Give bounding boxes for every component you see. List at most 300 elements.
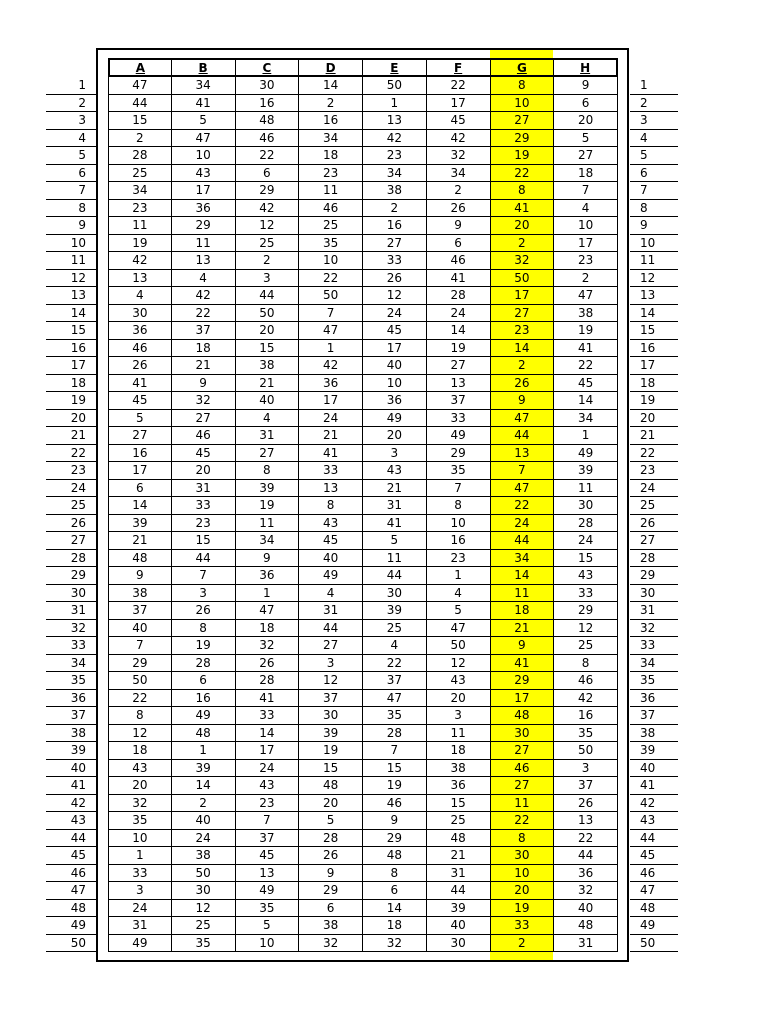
table-cell[interactable]: 32 <box>172 392 236 410</box>
table-cell[interactable]: 28 <box>299 830 363 848</box>
table-cell[interactable]: 7 <box>299 305 363 323</box>
table-cell[interactable]: 25 <box>108 165 172 183</box>
table-cell[interactable]: 14 <box>172 777 236 795</box>
table-cell[interactable]: 33 <box>236 707 300 725</box>
table-cell[interactable]: 5 <box>236 917 300 935</box>
table-cell[interactable]: 39 <box>108 515 172 533</box>
table-cell[interactable]: 2 <box>491 935 555 953</box>
table-cell[interactable]: 18 <box>427 742 491 760</box>
table-cell[interactable]: 9 <box>491 392 555 410</box>
table-cell[interactable]: 2 <box>363 200 427 218</box>
table-cell[interactable]: 10 <box>554 217 618 235</box>
table-cell[interactable]: 8 <box>108 707 172 725</box>
table-cell[interactable]: 22 <box>491 165 555 183</box>
table-cell[interactable]: 30 <box>236 77 300 95</box>
table-cell[interactable]: 31 <box>172 480 236 498</box>
table-cell[interactable]: 23 <box>491 322 555 340</box>
table-cell[interactable]: 16 <box>236 95 300 113</box>
table-cell[interactable]: 20 <box>236 322 300 340</box>
table-cell[interactable]: 27 <box>491 777 555 795</box>
table-cell[interactable]: 30 <box>108 305 172 323</box>
table-cell[interactable]: 17 <box>299 392 363 410</box>
table-cell[interactable]: 47 <box>427 620 491 638</box>
table-cell[interactable]: 22 <box>236 147 300 165</box>
table-cell[interactable]: 24 <box>108 900 172 918</box>
table-cell[interactable]: 49 <box>236 882 300 900</box>
table-cell[interactable]: 31 <box>363 497 427 515</box>
table-cell[interactable]: 1 <box>299 340 363 358</box>
table-cell[interactable]: 44 <box>491 532 555 550</box>
table-cell[interactable]: 44 <box>236 287 300 305</box>
table-cell[interactable]: 32 <box>236 637 300 655</box>
table-cell[interactable]: 20 <box>172 462 236 480</box>
table-cell[interactable]: 14 <box>363 900 427 918</box>
table-cell[interactable]: 16 <box>172 690 236 708</box>
table-cell[interactable]: 24 <box>236 760 300 778</box>
table-cell[interactable]: 47 <box>108 77 172 95</box>
table-cell[interactable]: 3 <box>427 707 491 725</box>
table-cell[interactable]: 46 <box>491 760 555 778</box>
table-cell[interactable]: 7 <box>172 567 236 585</box>
table-cell[interactable]: 3 <box>236 270 300 288</box>
table-cell[interactable]: 17 <box>491 287 555 305</box>
table-cell[interactable]: 7 <box>554 182 618 200</box>
table-cell[interactable]: 49 <box>299 567 363 585</box>
table-cell[interactable]: 45 <box>172 445 236 463</box>
table-cell[interactable]: 20 <box>491 217 555 235</box>
table-cell[interactable]: 11 <box>172 235 236 253</box>
table-cell[interactable]: 48 <box>236 112 300 130</box>
table-cell[interactable]: 3 <box>554 760 618 778</box>
table-cell[interactable]: 17 <box>491 690 555 708</box>
table-cell[interactable]: 44 <box>554 847 618 865</box>
table-cell[interactable]: 35 <box>363 707 427 725</box>
table-cell[interactable]: 28 <box>554 515 618 533</box>
table-cell[interactable]: 21 <box>236 375 300 393</box>
table-cell[interactable]: 35 <box>236 900 300 918</box>
table-cell[interactable]: 29 <box>172 217 236 235</box>
table-cell[interactable]: 42 <box>108 252 172 270</box>
table-cell[interactable]: 12 <box>299 672 363 690</box>
table-cell[interactable]: 31 <box>236 427 300 445</box>
table-cell[interactable]: 31 <box>108 917 172 935</box>
table-cell[interactable]: 37 <box>299 690 363 708</box>
table-cell[interactable]: 34 <box>299 130 363 148</box>
table-cell[interactable]: 38 <box>299 917 363 935</box>
table-cell[interactable]: 5 <box>554 130 618 148</box>
table-cell[interactable]: 28 <box>363 725 427 743</box>
table-cell[interactable]: 22 <box>427 77 491 95</box>
table-cell[interactable]: 26 <box>108 357 172 375</box>
table-cell[interactable]: 41 <box>427 270 491 288</box>
table-cell[interactable]: 14 <box>236 725 300 743</box>
table-cell[interactable]: 34 <box>236 532 300 550</box>
table-cell[interactable]: 4 <box>363 637 427 655</box>
table-cell[interactable]: 32 <box>554 882 618 900</box>
table-cell[interactable]: 48 <box>554 917 618 935</box>
table-cell[interactable]: 41 <box>491 200 555 218</box>
table-cell[interactable]: 34 <box>427 165 491 183</box>
table-cell[interactable]: 25 <box>363 620 427 638</box>
table-cell[interactable]: 10 <box>427 515 491 533</box>
table-cell[interactable]: 33 <box>172 497 236 515</box>
table-cell[interactable]: 47 <box>236 602 300 620</box>
table-cell[interactable]: 22 <box>172 305 236 323</box>
table-cell[interactable]: 6 <box>172 672 236 690</box>
table-cell[interactable]: 27 <box>491 742 555 760</box>
table-cell[interactable]: 47 <box>363 690 427 708</box>
table-cell[interactable]: 1 <box>554 427 618 445</box>
table-cell[interactable]: 41 <box>108 375 172 393</box>
table-cell[interactable]: 4 <box>236 410 300 428</box>
table-cell[interactable]: 25 <box>236 235 300 253</box>
table-cell[interactable]: 33 <box>554 585 618 603</box>
table-cell[interactable]: 21 <box>299 427 363 445</box>
table-cell[interactable]: 35 <box>299 235 363 253</box>
table-cell[interactable]: 5 <box>299 812 363 830</box>
table-cell[interactable]: 19 <box>554 322 618 340</box>
table-cell[interactable]: 34 <box>554 410 618 428</box>
table-cell[interactable]: 34 <box>363 165 427 183</box>
table-cell[interactable]: 25 <box>299 217 363 235</box>
table-cell[interactable]: 9 <box>491 637 555 655</box>
table-cell[interactable]: 10 <box>491 865 555 883</box>
table-cell[interactable]: 19 <box>172 637 236 655</box>
table-cell[interactable]: 2 <box>172 795 236 813</box>
table-cell[interactable]: 10 <box>172 147 236 165</box>
table-cell[interactable]: 15 <box>363 760 427 778</box>
table-cell[interactable]: 39 <box>299 725 363 743</box>
table-cell[interactable]: 9 <box>427 217 491 235</box>
table-cell[interactable]: 2 <box>491 235 555 253</box>
table-cell[interactable]: 37 <box>554 777 618 795</box>
table-cell[interactable]: 33 <box>108 865 172 883</box>
table-cell[interactable]: 27 <box>491 305 555 323</box>
table-cell[interactable]: 29 <box>236 182 300 200</box>
table-cell[interactable]: 28 <box>236 672 300 690</box>
table-cell[interactable]: 6 <box>554 95 618 113</box>
table-cell[interactable]: 40 <box>236 392 300 410</box>
table-cell[interactable]: 6 <box>108 480 172 498</box>
table-cell[interactable]: 31 <box>554 935 618 953</box>
table-cell[interactable]: 48 <box>491 707 555 725</box>
table-cell[interactable]: 29 <box>554 602 618 620</box>
table-cell[interactable]: 22 <box>108 690 172 708</box>
table-cell[interactable]: 7 <box>491 462 555 480</box>
table-cell[interactable]: 17 <box>236 742 300 760</box>
table-cell[interactable]: 4 <box>554 200 618 218</box>
table-cell[interactable]: 33 <box>427 410 491 428</box>
table-cell[interactable]: 34 <box>491 550 555 568</box>
table-cell[interactable]: 21 <box>363 480 427 498</box>
table-cell[interactable]: 5 <box>108 410 172 428</box>
table-cell[interactable]: 49 <box>427 427 491 445</box>
table-cell[interactable]: 21 <box>108 532 172 550</box>
table-cell[interactable]: 19 <box>299 742 363 760</box>
table-cell[interactable]: 25 <box>427 812 491 830</box>
table-cell[interactable]: 41 <box>554 340 618 358</box>
table-cell[interactable]: 16 <box>554 707 618 725</box>
table-cell[interactable]: 9 <box>554 77 618 95</box>
table-cell[interactable]: 12 <box>236 217 300 235</box>
table-cell[interactable]: 24 <box>363 305 427 323</box>
table-cell[interactable]: 38 <box>236 357 300 375</box>
table-cell[interactable]: 41 <box>491 655 555 673</box>
table-cell[interactable]: 44 <box>491 427 555 445</box>
table-cell[interactable]: 46 <box>363 795 427 813</box>
table-cell[interactable]: 15 <box>554 550 618 568</box>
table-cell[interactable]: 12 <box>172 900 236 918</box>
table-cell[interactable]: 6 <box>427 235 491 253</box>
table-cell[interactable]: 40 <box>172 812 236 830</box>
table-cell[interactable]: 36 <box>172 200 236 218</box>
table-cell[interactable]: 15 <box>172 532 236 550</box>
table-cell[interactable]: 5 <box>172 112 236 130</box>
table-cell[interactable]: 13 <box>172 252 236 270</box>
table-cell[interactable]: 27 <box>427 357 491 375</box>
table-cell[interactable]: 1 <box>236 585 300 603</box>
table-cell[interactable]: 42 <box>236 200 300 218</box>
table-cell[interactable]: 19 <box>363 777 427 795</box>
table-cell[interactable]: 29 <box>363 830 427 848</box>
table-cell[interactable]: 39 <box>363 602 427 620</box>
table-cell[interactable]: 21 <box>427 847 491 865</box>
table-cell[interactable]: 43 <box>108 760 172 778</box>
table-cell[interactable]: 20 <box>554 112 618 130</box>
table-cell[interactable]: 13 <box>554 812 618 830</box>
table-cell[interactable]: 47 <box>491 410 555 428</box>
table-cell[interactable]: 6 <box>236 165 300 183</box>
table-cell[interactable]: 40 <box>554 900 618 918</box>
table-cell[interactable]: 18 <box>299 147 363 165</box>
table-cell[interactable]: 47 <box>299 322 363 340</box>
table-cell[interactable]: 37 <box>108 602 172 620</box>
table-cell[interactable]: 13 <box>299 480 363 498</box>
table-cell[interactable]: 38 <box>108 585 172 603</box>
table-cell[interactable]: 22 <box>491 497 555 515</box>
table-cell[interactable]: 39 <box>554 462 618 480</box>
table-cell[interactable]: 17 <box>554 235 618 253</box>
table-cell[interactable]: 12 <box>554 620 618 638</box>
table-cell[interactable]: 42 <box>299 357 363 375</box>
table-cell[interactable]: 12 <box>427 655 491 673</box>
table-cell[interactable]: 4 <box>299 585 363 603</box>
table-cell[interactable]: 25 <box>554 637 618 655</box>
table-cell[interactable]: 46 <box>299 200 363 218</box>
table-cell[interactable]: 15 <box>236 340 300 358</box>
table-cell[interactable]: 6 <box>363 882 427 900</box>
table-cell[interactable]: 45 <box>363 322 427 340</box>
table-cell[interactable]: 2 <box>299 95 363 113</box>
table-cell[interactable]: 50 <box>172 865 236 883</box>
table-cell[interactable]: 26 <box>427 200 491 218</box>
table-cell[interactable]: 11 <box>491 585 555 603</box>
table-cell[interactable]: 43 <box>363 462 427 480</box>
table-cell[interactable]: 10 <box>108 830 172 848</box>
table-cell[interactable]: 27 <box>108 427 172 445</box>
table-cell[interactable]: 19 <box>427 340 491 358</box>
table-cell[interactable]: 23 <box>299 165 363 183</box>
table-cell[interactable]: 17 <box>363 340 427 358</box>
table-cell[interactable]: 3 <box>108 882 172 900</box>
table-cell[interactable]: 18 <box>172 340 236 358</box>
table-cell[interactable]: 9 <box>172 375 236 393</box>
table-cell[interactable]: 28 <box>172 655 236 673</box>
table-cell[interactable]: 48 <box>108 550 172 568</box>
table-cell[interactable]: 45 <box>427 112 491 130</box>
table-cell[interactable]: 30 <box>299 707 363 725</box>
table-cell[interactable]: 50 <box>108 672 172 690</box>
table-cell[interactable]: 17 <box>108 462 172 480</box>
table-cell[interactable]: 40 <box>108 620 172 638</box>
table-cell[interactable]: 8 <box>491 77 555 95</box>
table-cell[interactable]: 14 <box>108 497 172 515</box>
table-cell[interactable]: 50 <box>363 77 427 95</box>
table-cell[interactable]: 20 <box>363 427 427 445</box>
table-cell[interactable]: 2 <box>554 270 618 288</box>
table-cell[interactable]: 32 <box>491 252 555 270</box>
table-cell[interactable]: 32 <box>427 147 491 165</box>
table-cell[interactable]: 2 <box>427 182 491 200</box>
table-cell[interactable]: 35 <box>108 812 172 830</box>
table-cell[interactable]: 44 <box>108 95 172 113</box>
table-cell[interactable]: 31 <box>299 602 363 620</box>
table-cell[interactable]: 50 <box>236 305 300 323</box>
table-cell[interactable]: 21 <box>172 357 236 375</box>
table-cell[interactable]: 26 <box>299 847 363 865</box>
table-cell[interactable]: 36 <box>554 865 618 883</box>
table-cell[interactable]: 39 <box>236 480 300 498</box>
table-cell[interactable]: 47 <box>172 130 236 148</box>
table-cell[interactable]: 11 <box>108 217 172 235</box>
table-cell[interactable]: 15 <box>299 760 363 778</box>
table-cell[interactable]: 15 <box>427 795 491 813</box>
table-cell[interactable]: 30 <box>427 935 491 953</box>
table-cell[interactable]: 45 <box>236 847 300 865</box>
table-cell[interactable]: 1 <box>363 95 427 113</box>
table-cell[interactable]: 45 <box>108 392 172 410</box>
table-cell[interactable]: 43 <box>554 567 618 585</box>
table-cell[interactable]: 46 <box>172 427 236 445</box>
table-cell[interactable]: 18 <box>554 165 618 183</box>
table-cell[interactable]: 8 <box>236 462 300 480</box>
table-cell[interactable]: 38 <box>172 847 236 865</box>
table-cell[interactable]: 30 <box>172 882 236 900</box>
table-cell[interactable]: 29 <box>491 672 555 690</box>
table-cell[interactable]: 36 <box>363 392 427 410</box>
table-cell[interactable]: 16 <box>427 532 491 550</box>
table-cell[interactable]: 36 <box>108 322 172 340</box>
table-cell[interactable]: 47 <box>491 480 555 498</box>
table-cell[interactable]: 29 <box>299 882 363 900</box>
table-cell[interactable]: 24 <box>554 532 618 550</box>
table-cell[interactable]: 22 <box>554 830 618 848</box>
table-cell[interactable]: 4 <box>427 585 491 603</box>
table-cell[interactable]: 25 <box>172 917 236 935</box>
table-cell[interactable]: 2 <box>491 357 555 375</box>
table-cell[interactable]: 44 <box>363 567 427 585</box>
table-cell[interactable]: 45 <box>299 532 363 550</box>
table-cell[interactable]: 8 <box>299 497 363 515</box>
table-cell[interactable]: 13 <box>108 270 172 288</box>
table-cell[interactable]: 29 <box>427 445 491 463</box>
table-cell[interactable]: 8 <box>172 620 236 638</box>
table-cell[interactable]: 9 <box>108 567 172 585</box>
table-cell[interactable]: 33 <box>491 917 555 935</box>
table-cell[interactable]: 32 <box>363 935 427 953</box>
table-cell[interactable]: 30 <box>491 725 555 743</box>
table-cell[interactable]: 46 <box>554 672 618 690</box>
table-cell[interactable]: 26 <box>236 655 300 673</box>
table-cell[interactable]: 24 <box>427 305 491 323</box>
table-cell[interactable]: 20 <box>427 690 491 708</box>
table-cell[interactable]: 42 <box>172 287 236 305</box>
table-cell[interactable]: 26 <box>172 602 236 620</box>
table-cell[interactable]: 14 <box>427 322 491 340</box>
table-cell[interactable]: 10 <box>363 375 427 393</box>
table-cell[interactable]: 22 <box>554 357 618 375</box>
table-cell[interactable]: 35 <box>172 935 236 953</box>
table-cell[interactable]: 50 <box>427 637 491 655</box>
table-cell[interactable]: 1 <box>108 847 172 865</box>
table-cell[interactable]: 30 <box>491 847 555 865</box>
table-cell[interactable]: 7 <box>363 742 427 760</box>
table-cell[interactable]: 12 <box>108 725 172 743</box>
table-cell[interactable]: 11 <box>363 550 427 568</box>
table-cell[interactable]: 22 <box>491 812 555 830</box>
table-cell[interactable]: 23 <box>363 147 427 165</box>
table-cell[interactable]: 11 <box>236 515 300 533</box>
table-cell[interactable]: 44 <box>172 550 236 568</box>
table-cell[interactable]: 8 <box>491 830 555 848</box>
table-cell[interactable]: 11 <box>554 480 618 498</box>
table-cell[interactable]: 34 <box>172 77 236 95</box>
table-cell[interactable]: 19 <box>491 900 555 918</box>
table-cell[interactable]: 38 <box>427 760 491 778</box>
table-cell[interactable]: 43 <box>299 515 363 533</box>
table-cell[interactable]: 48 <box>363 847 427 865</box>
table-cell[interactable]: 4 <box>172 270 236 288</box>
table-cell[interactable]: 49 <box>554 445 618 463</box>
table-cell[interactable]: 39 <box>427 900 491 918</box>
table-cell[interactable]: 44 <box>427 882 491 900</box>
table-cell[interactable]: 8 <box>363 865 427 883</box>
table-cell[interactable]: 38 <box>554 305 618 323</box>
table-cell[interactable]: 6 <box>299 900 363 918</box>
table-cell[interactable]: 16 <box>299 112 363 130</box>
table-cell[interactable]: 5 <box>363 532 427 550</box>
table-cell[interactable]: 5 <box>427 602 491 620</box>
table-cell[interactable]: 14 <box>299 77 363 95</box>
table-cell[interactable]: 4 <box>108 287 172 305</box>
table-cell[interactable]: 39 <box>172 760 236 778</box>
table-cell[interactable]: 40 <box>363 357 427 375</box>
table-cell[interactable]: 8 <box>491 182 555 200</box>
table-cell[interactable]: 23 <box>236 795 300 813</box>
table-cell[interactable]: 24 <box>299 410 363 428</box>
table-cell[interactable]: 13 <box>236 865 300 883</box>
table-cell[interactable]: 41 <box>236 690 300 708</box>
table-cell[interactable]: 50 <box>554 742 618 760</box>
table-cell[interactable]: 11 <box>299 182 363 200</box>
table-cell[interactable]: 50 <box>299 287 363 305</box>
table-cell[interactable]: 11 <box>427 725 491 743</box>
table-cell[interactable]: 26 <box>491 375 555 393</box>
table-cell[interactable]: 28 <box>427 287 491 305</box>
table-cell[interactable]: 43 <box>236 777 300 795</box>
table-cell[interactable]: 14 <box>554 392 618 410</box>
table-cell[interactable]: 15 <box>108 112 172 130</box>
